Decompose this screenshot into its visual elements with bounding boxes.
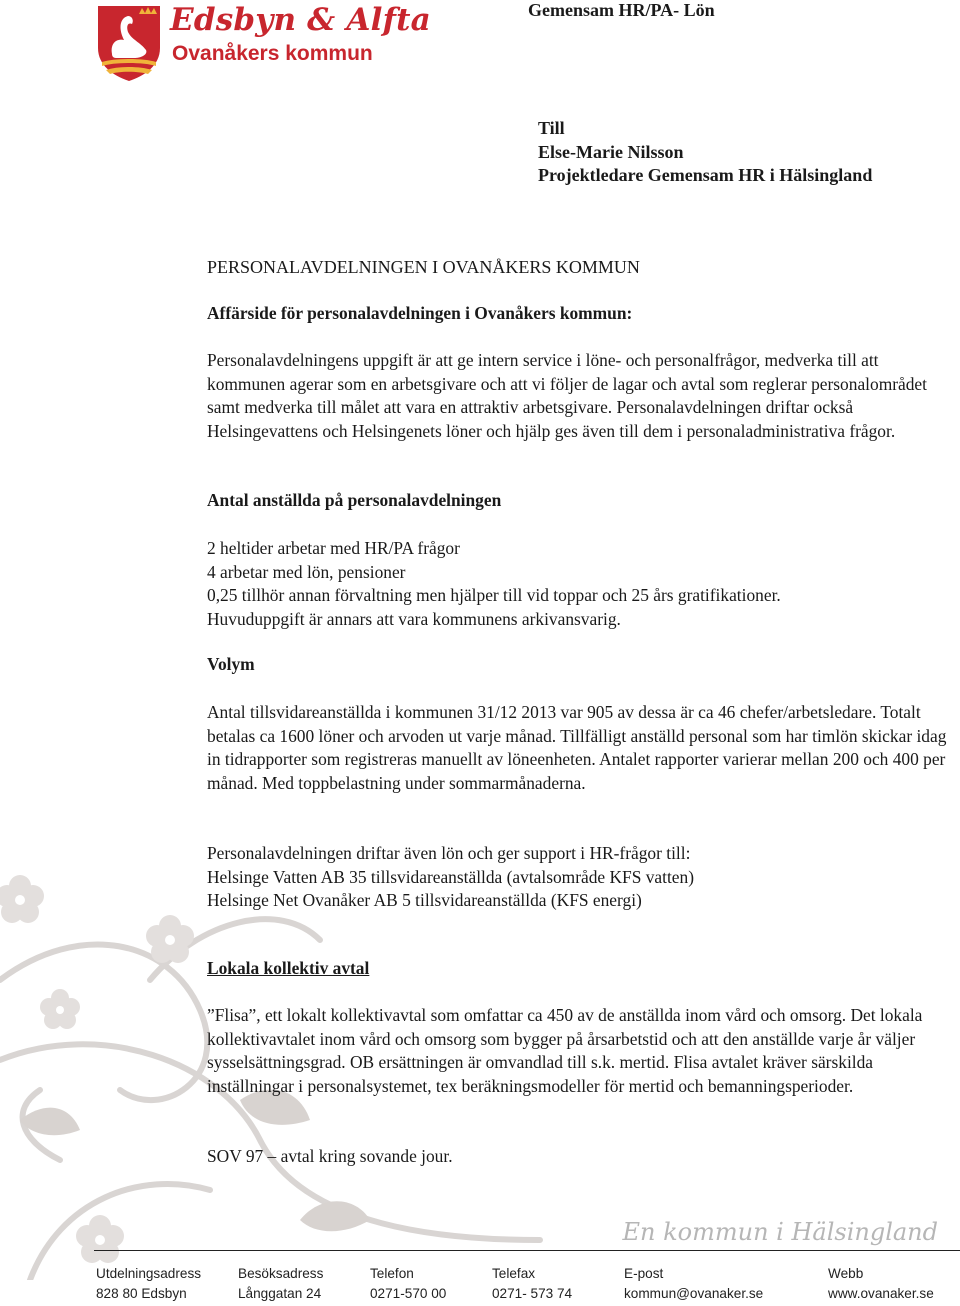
staff-line: 2 heltider arbetar med HR/PA frågor — [207, 538, 460, 558]
support-list — [207, 842, 959, 913]
footer-phone — [370, 1266, 446, 1306]
department-heading: PERSONALAVDELNINGEN I OVANÅKERS KOMMUN — [207, 257, 640, 277]
coat-of-arms-icon — [96, 4, 162, 82]
recipient-line: Till — [538, 118, 565, 138]
staff-line: 4 arbetar med lön, pensioner — [207, 561, 406, 582]
footer-label: Telefon — [370, 1266, 414, 1281]
footer-value: 828 80 Edsbyn — [96, 1286, 187, 1301]
logo-name: Edsbyn & Alfta — [170, 2, 431, 38]
support-line: Helsinge Net Ovanåker AB 5 tillsvidareanställda (KFS energi) — [207, 890, 642, 910]
recipient-role: Projektledare Gemensam HR i Hälsingland — [538, 165, 873, 185]
footer-divider — [94, 1250, 960, 1251]
footer-value: 0271-570 00 — [370, 1286, 447, 1301]
sov-line: SOV 97 – avtal kring sovande jour. — [207, 1146, 453, 1166]
footer-label: Besöksadress — [238, 1266, 324, 1281]
footer-label: E-post — [624, 1266, 664, 1281]
footer-contact — [94, 1266, 960, 1306]
intro-paragraph: Personalavdelningens uppgift är att ge intern service i löne- och personalfrågor, medverka till att kommunen agerar som en arbetsgivare och att vi följer de lagar och avtal som reglerar personalområdet samt medverka till målet att vara en attraktiv arbetsgivare. Personalavdelningen driftar också Helsingevattens och Helsingenets löner och hjälp ges även till dem i personaladministrativa frågor. — [207, 350, 927, 441]
footer-email — [624, 1266, 763, 1306]
support-line: Helsinge Vatten AB 35 tillsvidareanställda (avtalsområde KFS vatten) — [207, 866, 694, 887]
business-idea-heading: Affärside för personalavdelningen i Ovanåkers kommun: — [207, 303, 633, 323]
document-title: Gemensam HR/PA- Lön — [528, 0, 715, 20]
recipient-name: Else-Marie Nilsson — [538, 141, 684, 162]
municipality-logo — [96, 2, 431, 84]
footer-web — [828, 1266, 934, 1306]
footer-label: Webb — [828, 1266, 864, 1281]
local-agreements-heading: Lokala kollektiv avtal — [207, 958, 370, 978]
volume-paragraph: Antal tillsvidareanställda i kommunen 31/12 2013 var 905 av dessa är ca 46 chefer/arbetsledare. Totalt betalas ca 1600 löner och arvoden ut varje månad. Tillfälligt anställd personal som har timlön skickar idag in tidrapporter som registreras manuellt av löneenheten. Antalet rapporter varierar mellan 200 och 400 per månad. Med toppbelastning under sommarmånaderna. — [207, 702, 947, 793]
volume-heading: Volym — [207, 654, 255, 674]
staff-line: Huvuduppgift är annars att vara kommunens arkivansvarig. — [207, 608, 621, 629]
footer-fax — [492, 1266, 572, 1306]
footer-email-link[interactable]: kommun@ovanaker.se — [624, 1286, 764, 1301]
support-line: Personalavdelningen driftar även lön och ger support i HR-frågor till: — [207, 843, 691, 863]
staff-list — [207, 537, 959, 631]
footer-value: 0271- 573 74 — [492, 1286, 573, 1301]
footer-visit — [238, 1266, 323, 1306]
footer-postal — [96, 1266, 201, 1306]
footer-tagline: En kommun i Hälsingland — [622, 1218, 938, 1246]
footer-web-link[interactable]: www.ovanaker.se — [828, 1286, 934, 1301]
recipient-block — [538, 117, 872, 188]
footer-label: Utdelningsadress — [96, 1266, 202, 1281]
footer-label: Telefax — [492, 1266, 536, 1281]
staff-heading: Antal anställda på personalavdelningen — [207, 490, 502, 510]
staff-line: 0,25 tillhör annan förvaltning men hjälper till vid toppar och 25 års gratifikationer. — [207, 585, 781, 605]
logo-subtitle: Ovanåkers kommun — [172, 42, 373, 65]
flisa-paragraph: ”Flisa”, ett lokalt kollektivavtal som omfattar ca 450 av de anställda inom vård och omsorg. Det lokala kollektivavtalet inom vård och omsorg som bygger på årsarbetstid och att den anställde varje år väljer sysselsättningsgrad. OB ersättningen är omvandlad till s.k. mertid. Flisa avtalet kräver särskilda inställningar i personalsystemet, tex beräkningsmodeller för mertid och bemanningsperioder. — [207, 1005, 923, 1096]
footer-value: Långgatan 24 — [238, 1286, 322, 1301]
